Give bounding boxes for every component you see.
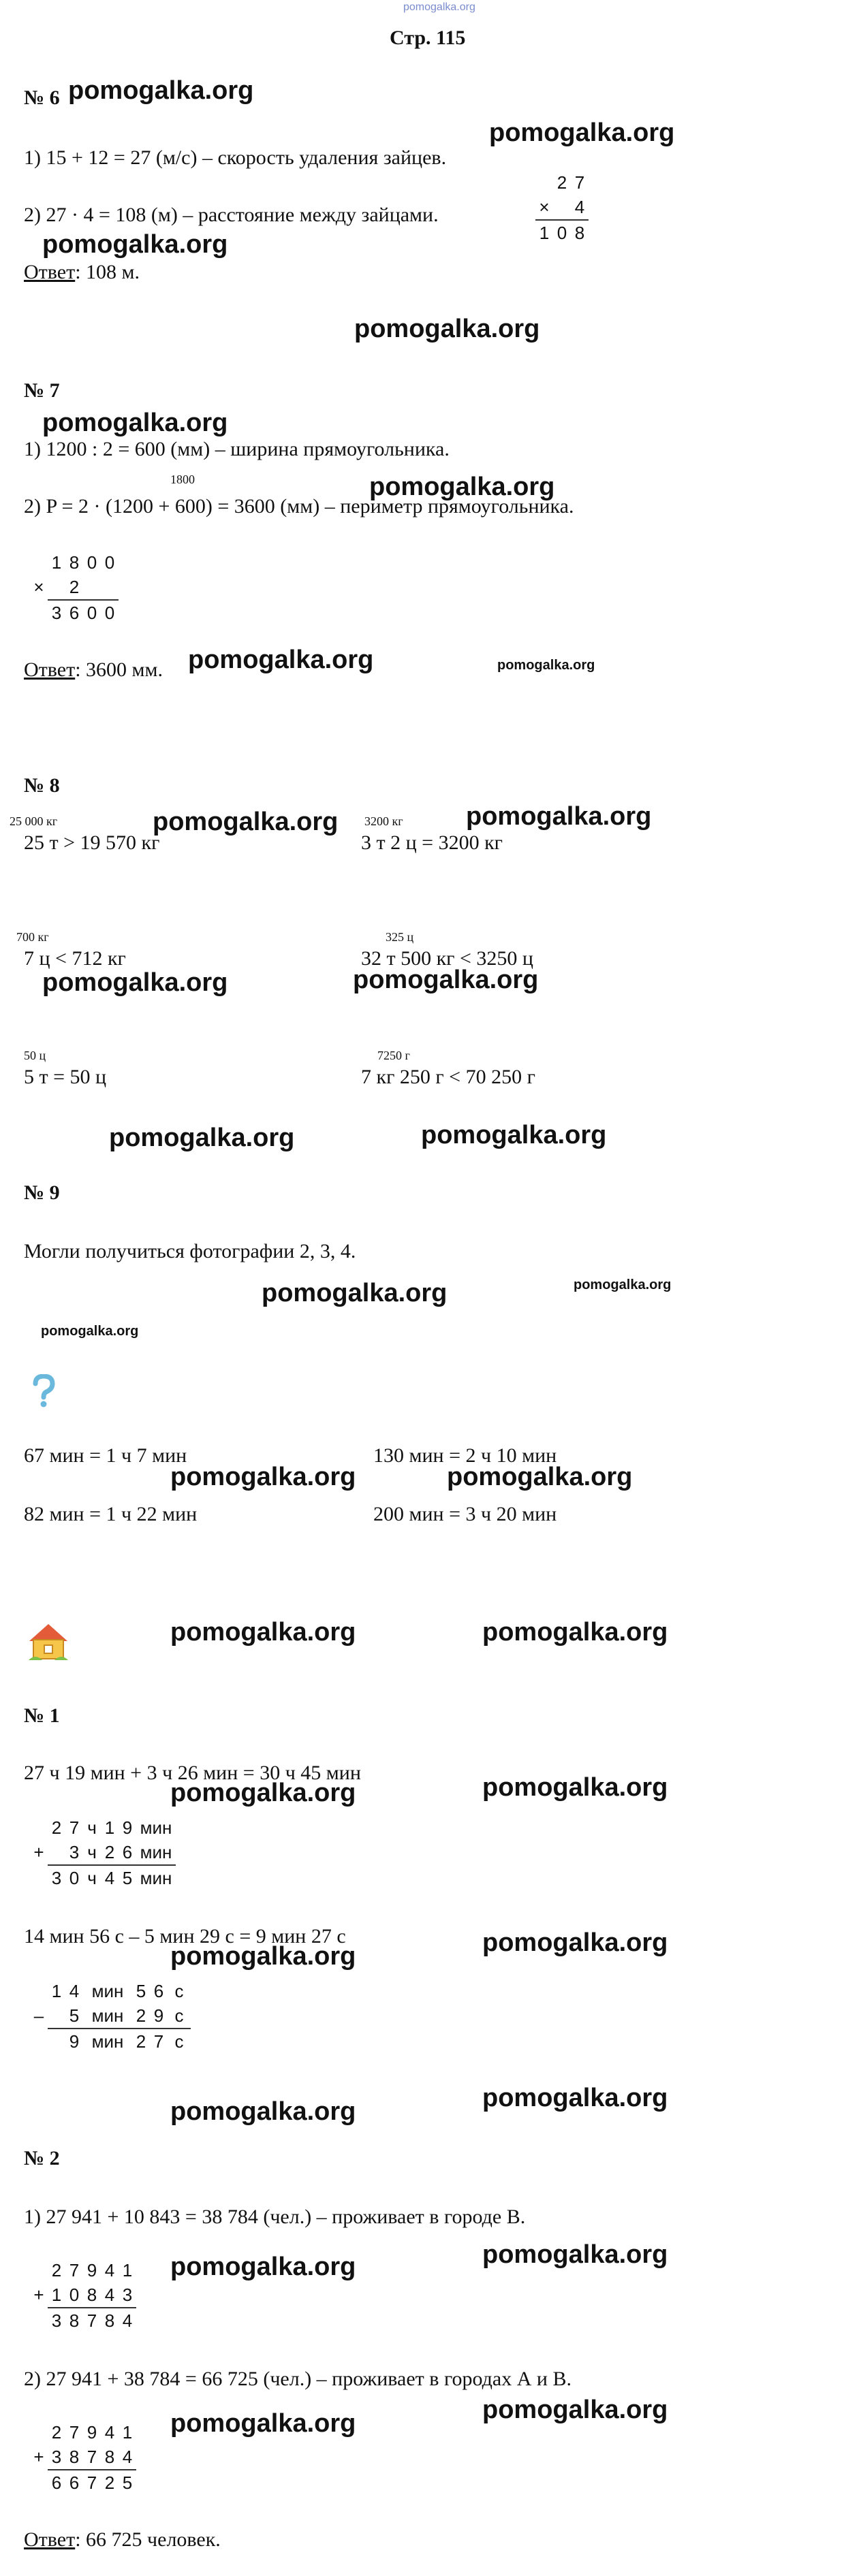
calc-digit: 6: [65, 2470, 83, 2495]
calc-digit: 7: [83, 2470, 101, 2495]
calc-cell: мин: [91, 2005, 124, 2026]
calc-cell: [48, 2003, 65, 2029]
watermark: pomogalka.org: [482, 2396, 668, 2424]
calc-digit: 7: [69, 2421, 80, 2443]
watermark: pomogalka.org: [482, 2084, 668, 2112]
task-7-column-calc: [30, 550, 119, 625]
calc-operator: +: [33, 2285, 44, 2305]
watermark: pomogalka.org: [354, 315, 540, 343]
calc-cell: 2: [136, 2005, 146, 2026]
minutes-conversion: 82 мин = 1 ч 22 мин: [24, 1503, 198, 1525]
question-mark-icon: [30, 1374, 57, 1408]
calc-digit: 1: [51, 2284, 62, 2305]
calc-cell: ч: [83, 1865, 101, 1890]
watermark: pomogalka.org: [170, 2097, 356, 2126]
calc-digit: [553, 195, 571, 220]
calc-digit: 1: [122, 2421, 133, 2443]
task-6-heading: № 6: [24, 86, 60, 109]
task-8-item: 7 ц < 712 кг: [24, 947, 126, 970]
watermark: pomogalka.org: [466, 802, 652, 831]
watermark: pomogalka.org: [497, 658, 595, 673]
calc-operator: ×: [539, 196, 550, 217]
homework-1-column-calc-1: [30, 1815, 176, 1890]
calc-digit: 0: [101, 600, 119, 625]
calc-digit: 2: [557, 172, 567, 193]
watermark: pomogalka.org: [170, 1779, 356, 1807]
task-7-note: 1800: [170, 473, 195, 486]
calc-digit: 0: [553, 220, 571, 245]
task-8-note: 3200 кг: [364, 814, 403, 828]
calc-digit: 2: [69, 576, 80, 597]
calc-digit: 8: [104, 2446, 115, 2467]
calc-digit: 0: [104, 552, 115, 573]
calc-cell: мин: [140, 1841, 172, 1862]
calc-cell: 2: [51, 1817, 62, 1838]
calc-cell: 0: [65, 1865, 83, 1890]
task-8-note: 25 000 кг: [10, 814, 58, 828]
watermark: pomogalka.org: [170, 1463, 356, 1491]
calc-digit: 8: [101, 2308, 119, 2333]
calc-digit: 4: [104, 2284, 115, 2305]
calc-digit: 2: [51, 2421, 62, 2443]
watermark: pomogalka.org: [170, 1618, 356, 1647]
calc-cell: 9: [65, 2029, 83, 2054]
calc-cell: [48, 2029, 65, 2054]
calc-digit: 4: [574, 196, 585, 217]
calc-digit: 9: [87, 2259, 97, 2280]
watermark: pomogalka.org: [482, 1773, 668, 1802]
calc-operator: ×: [33, 577, 44, 597]
watermark: pomogalka.org: [42, 968, 228, 997]
answer-label: Ответ: [24, 658, 76, 681]
calc-digit: 3: [122, 2284, 133, 2305]
calc-cell: 2: [104, 1841, 115, 1862]
calc-digit: 3: [48, 600, 65, 625]
homework-1-line-2: 14 мин 56 с – 5 мин 29 с = 9 мин 27 с: [24, 1925, 346, 1947]
calc-cell: 9: [122, 1817, 133, 1838]
calc-cell: мин: [136, 1865, 176, 1890]
calc-digit: 6: [65, 600, 83, 625]
task-7-answer: [24, 658, 163, 682]
task-8-item: 3 т 2 ц = 3200 кг: [361, 831, 503, 854]
calc-digit: 1: [122, 2259, 133, 2280]
calc-digit: 2: [51, 2259, 62, 2280]
watermark: pomogalka.org: [42, 409, 228, 437]
watermark: pomogalka.org: [447, 1463, 633, 1491]
watermark: pomogalka.org: [42, 230, 228, 259]
calc-cell: 5: [69, 2005, 80, 2026]
calc-digit: 3: [51, 2446, 62, 2467]
minutes-conversion: 130 мин = 2 ч 10 мин: [373, 1444, 557, 1467]
minutes-conversion: 67 мин = 1 ч 7 мин: [24, 1444, 187, 1467]
watermark: pomogalka.org: [482, 1618, 668, 1647]
task-9-text: Могли получиться фотографии 2, 3, 4.: [24, 1240, 356, 1262]
homework-2-line-1: 1) 27 941 + 10 843 = 38 784 (чел.) – проживает в городе В.: [24, 2206, 526, 2228]
calc-cell: 9: [153, 2005, 164, 2026]
calc-operator: +: [33, 1842, 44, 1862]
watermark: pomogalka.org: [482, 2240, 668, 2269]
calc-digit: 0: [69, 2284, 80, 2305]
calc-cell: 6: [153, 1980, 164, 2001]
calc-cell: 6: [122, 1841, 133, 1862]
task-6-line-2: 2) 27 · 4 = 108 (м) – расстояние между зайцами.: [24, 204, 439, 226]
task-8-note: 7250 г: [377, 1049, 410, 1062]
homework-1-heading: № 1: [24, 1704, 60, 1727]
calc-operator: +: [33, 2447, 44, 2467]
calc-cell: ч: [87, 1817, 97, 1838]
calc-digit: 8: [69, 552, 80, 573]
calc-digit: 3: [48, 2308, 65, 2333]
watermark: pomogalka.org: [574, 1277, 672, 1292]
calc-cell: 3: [48, 1865, 65, 1890]
house-icon: [27, 1622, 69, 1661]
top-watermark: pomogalka.org: [403, 1, 475, 13]
calc-cell: 2: [132, 2029, 150, 2054]
calc-cell: [48, 1840, 65, 1865]
calc-cell: 1: [104, 1817, 115, 1838]
task-7-line-1: 1) 1200 : 2 = 600 (мм) – ширина прямоугольника.: [24, 438, 450, 460]
homework-1-line-1: 27 ч 19 мин + 3 ч 26 мин = 30 ч 45 мин: [24, 1762, 361, 1784]
watermark: pomogalka.org: [170, 2253, 356, 2281]
watermark: pomogalka.org: [353, 966, 539, 994]
minutes-conversion: 200 мин = 3 ч 20 мин: [373, 1503, 557, 1525]
calc-cell: с: [168, 2029, 191, 2054]
task-8-note: 700 кг: [16, 930, 49, 944]
homework-2-column-calc-1: [30, 2258, 136, 2333]
calc-digit: 7: [83, 2308, 101, 2333]
watermark: pomogalka.org: [482, 1928, 668, 1957]
calc-digit: 4: [104, 2421, 115, 2443]
calc-digit: 1: [51, 552, 62, 573]
calc-operator: –: [33, 2005, 44, 2026]
calc-digit: 7: [574, 172, 585, 193]
watermark: pomogalka.org: [170, 1942, 356, 1971]
answer-label: Ответ: [24, 2528, 76, 2551]
calc-digit: 8: [65, 2308, 83, 2333]
calc-cell: 5: [136, 1980, 146, 2001]
calc-digit: [535, 170, 553, 195]
task-6-line-1: 1) 15 + 12 = 27 (м/с) – скорость удаления зайцев.: [24, 146, 447, 169]
task-8-item: 7 кг 250 г < 70 250 г: [361, 1066, 535, 1088]
calc-digit: 8: [87, 2284, 97, 2305]
calc-cell: мин: [83, 2029, 132, 2054]
calc-cell: мин: [91, 1980, 124, 2001]
homework-1-column-calc-2: [30, 1979, 191, 2054]
task-8-heading: № 8: [24, 774, 60, 797]
task-7-heading: № 7: [24, 379, 60, 402]
task-9-heading: № 9: [24, 1181, 60, 1204]
calc-digit: 0: [87, 552, 97, 573]
calc-digit: 0: [83, 600, 101, 625]
calc-digit: 9: [87, 2421, 97, 2443]
calc-cell: 4: [69, 1980, 80, 2001]
answer-text: : 3600 мм.: [75, 658, 163, 681]
answer-text: : 108 м.: [75, 261, 140, 283]
calc-cell: 7: [69, 1817, 80, 1838]
calc-digit: 6: [48, 2470, 65, 2495]
task-7-line-2: 2) P = 2 · (1200 + 600) = 3600 (мм) – периметр прямоугольника.: [24, 495, 574, 518]
watermark: pomogalka.org: [170, 2409, 356, 2438]
task-8-item: 32 т 500 кг < 3250 ц: [361, 947, 533, 970]
watermark: pomogalka.org: [109, 1124, 295, 1152]
calc-digit: 8: [69, 2446, 80, 2467]
calc-digit: 4: [119, 2308, 136, 2333]
task-8-note: 50 ц: [24, 1049, 46, 1062]
calc-cell: 7: [150, 2029, 168, 2054]
calc-cell: с: [174, 2005, 184, 2026]
watermark: pomogalka.org: [41, 1324, 139, 1339]
task-6-column-calc: [535, 170, 589, 245]
homework-2-line-2: 2) 27 941 + 38 784 = 66 725 (чел.) – проживает в городах А и В.: [24, 2368, 572, 2390]
watermark: pomogalka.org: [489, 118, 675, 147]
watermark: pomogalka.org: [153, 808, 339, 836]
homework-2-heading: № 2: [24, 2147, 60, 2169]
task-8-note: 325 ц: [386, 930, 414, 944]
watermark: pomogalka.org: [188, 646, 374, 674]
answer-label: Ответ: [24, 261, 76, 283]
task-8-item: 25 т > 19 570 кг: [24, 831, 160, 854]
calc-digit: 4: [122, 2446, 133, 2467]
task-6-answer: [24, 260, 140, 285]
calc-cell: ч: [87, 1841, 97, 1862]
answer-text: : 66 725 человек.: [75, 2528, 221, 2551]
homework-2-answer: [24, 2528, 221, 2552]
calc-digit: 4: [104, 2259, 115, 2280]
calc-digit: 2: [101, 2470, 119, 2495]
watermark: pomogalka.org: [262, 1279, 448, 1307]
page-title: Стр. 115: [390, 27, 466, 49]
calc-digit: 8: [571, 220, 589, 245]
calc-cell: 3: [69, 1841, 80, 1862]
calc-cell: мин: [140, 1817, 172, 1838]
calc-digit: 7: [69, 2259, 80, 2280]
homework-2-column-calc-2: [30, 2420, 136, 2495]
watermark: pomogalka.org: [68, 76, 254, 105]
calc-digit: 1: [535, 220, 553, 245]
calc-cell: с: [174, 1980, 184, 2001]
calc-cell: 1: [51, 1980, 62, 2001]
watermark: pomogalka.org: [369, 473, 555, 501]
watermark: pomogalka.org: [421, 1121, 607, 1149]
task-8-item: 5 т = 50 ц: [24, 1066, 107, 1088]
calc-cell: 4: [101, 1865, 119, 1890]
calc-cell: 5: [119, 1865, 136, 1890]
calc-digit: 5: [119, 2470, 136, 2495]
calc-digit: 7: [87, 2446, 97, 2467]
